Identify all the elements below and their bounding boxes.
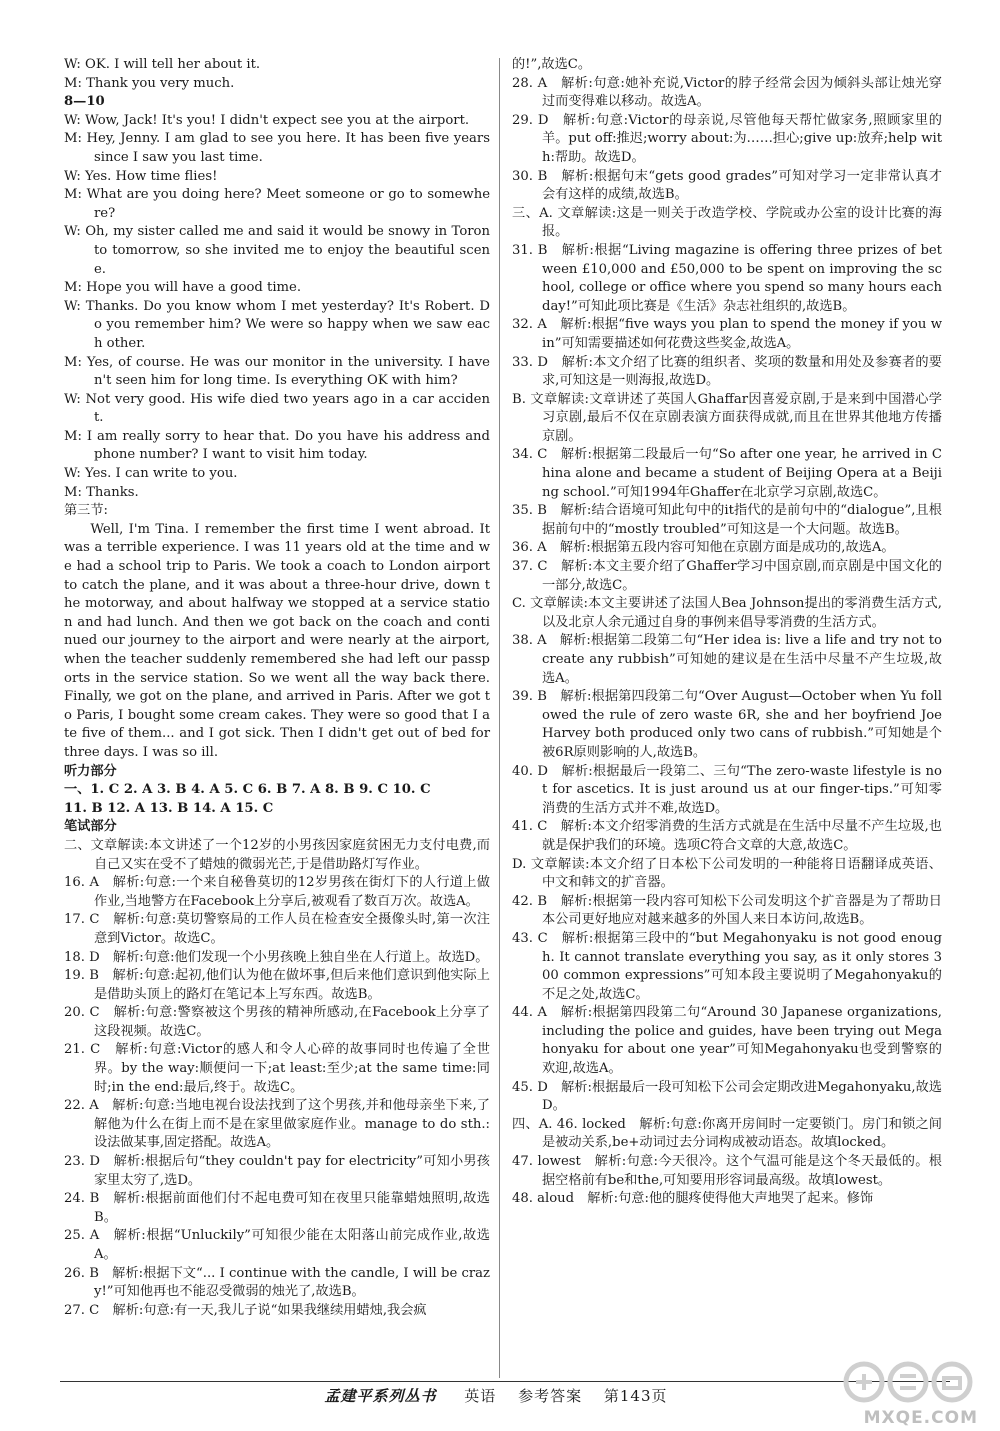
left-paragraph: 17. C 解析:句意:莫切警察局的工作人员在检查安全摄像头时,第一次注意到Victor。故选C。 xyxy=(64,912,490,946)
right-paragraph: B. 文章解读:文章讲述了英国人Ghaffar因喜爱京剧,于是来到中国潜心学习京剧,最后不仅在京剧表演方面获得成就,而且在世界其他地方传播京剧。 xyxy=(512,391,942,444)
left-paragraph: 27. C 解析:句意:有一天,我儿子说“如果我继续用蜡烛,我会疯 xyxy=(64,1302,427,1318)
right-paragraph: 36. A 解析:根据第五段内容可知他在京剧方面是成功的,故选A。 xyxy=(512,540,895,556)
right-paragraph: 48. aloud 解析:句意:他的腿疼使得他大声地哭了起来。修饰 xyxy=(512,1191,874,1207)
left-paragraph: 22. A 解析:句意:当地电视台设法找到了这个男孩,并和他母亲坐下来,了解他为什么在街上而不是在家里做家庭作业。manage to do sth.:设法做某事,固定搭配。故选A。 xyxy=(64,1098,490,1151)
series-name: 孟建平系列丛书 xyxy=(324,1387,437,1405)
right-paragraph: 45. D 解析:根据最后一段可知松下公司会定期改进Megahonyaku,故选D。 xyxy=(512,1079,942,1114)
left-paragraph: M: What are you doing here? Meet someone or go to somewhere? xyxy=(64,187,490,221)
right-paragraph: 39. B 解析:根据第四段第二句“Over August—October when Yu followed the rule of zero waste 6R, she and her boyfriend Joe Harvey both produced only two cans of rubbish.”可知她是个被6R原则影响的人,故选B。 xyxy=(512,689,942,760)
left-paragraph: 第三节: xyxy=(64,503,109,519)
right-column xyxy=(512,56,942,1209)
left-paragraph: M: I am really sorry to hear that. Do you have his address and phone number? I want to visit him today. xyxy=(64,428,490,463)
right-paragraph: 30. B 解析:根据句末“gets good grades”可知对学习一定非常认真才会有这样的成绩,故选B。 xyxy=(512,168,942,203)
left-paragraph: W: Wow, Jack! It's you! I didn't expect see you at the airport. xyxy=(64,112,470,128)
right-paragraph: 47. lowest 解析:句意:今天很冷。这个气温可能是这个冬天最低的。根据空格前有be和the,可知要用形容词最高级。故填lowest。 xyxy=(512,1154,942,1188)
right-paragraph: 34. C 解析:根据第二段最后一句“So after one year, he arrived in China alone and became a student of Beijing Opera at a Beijing school.”可知1994年Ghaffer在北京学习京剧,故选C。 xyxy=(512,447,942,500)
left-paragraph: 24. B 解析:根据前面他们付不起电费可知在夜里只能靠蜡烛照明,故选B。 xyxy=(64,1191,490,1225)
left-paragraph: M: Thank you very much. xyxy=(64,75,235,91)
left-paragraph: W: Oh, my sister called me and said it would be snowy in Toronto tomorrow, so she invited me to enjoy the beautiful scene. xyxy=(64,224,490,277)
left-paragraph: W: Not very good. His wife died two years ago in a car accident. xyxy=(64,391,490,426)
right-paragraph: 41. C 解析:本文介绍零消费的生活方式就是在生活中尽量不产生垃圾,也就是保护我们的环境。选项C符合文章的大意,故选C。 xyxy=(512,819,942,853)
left-paragraph: M: Yes, of course. He was our monitor in the university. I haven't seen him for long time. Is everything OK with him? xyxy=(64,354,490,389)
right-paragraph: C. 文章解读:本文主要讲述了法国人Bea Johnson提出的零消费生活方式,以及北京人余元通过自身的事例来倡导零消费的生活方式。 xyxy=(512,596,942,630)
left-paragraph: M: Hope you will have a good time. xyxy=(64,280,302,296)
left-column xyxy=(64,56,490,1320)
right-paragraph: 37. C 解析:本文主要介绍了Ghaffer学习中国京剧,而京剧是中国文化的一部分,故选C。 xyxy=(512,559,942,593)
right-paragraph: 44. A 解析:根据第四段第二句“Around 30 Japanese organizations, including the police and guides, have been trying out Megahonyaku for about one year”可知Megahonyaku也受到警察的欢迎,故选A。 xyxy=(512,1005,942,1077)
left-paragraph: 20. C 解析:句意:警察被这个男孩的精神所感动,在Facebook上分享了这段视频。故选C。 xyxy=(64,1005,490,1039)
right-paragraph: 29. D 解析:句意:Victor的母亲说,尽管他每天帮忙做家务,照顾家里的羊。put off:推迟;worry about:为……担心;give up:放弃;help with:帮助。故选D。 xyxy=(512,112,942,165)
right-paragraph: 四、A. 46. locked 解析:句意:你离开房间时一定要锁门。房门和锁之间是被动关系,be+动词过去分词构成被动语态。故填locked。 xyxy=(512,1116,942,1151)
left-paragraph: M: Hey, Jenny. I am glad to see you here. It has been five years since I saw you last time. xyxy=(64,131,490,165)
left-paragraph: 21. C 解析:句意:Victor的感人和令人心碎的故事同时也传遍了全世界。by the way:顺便问一下;at least:至少;at the same time:同时;in the end:最后,终于。故选C。 xyxy=(64,1042,490,1095)
right-paragraph: D. 文章解读:本文介绍了日本松下公司发明的一种能将日语翻译成英语、中文和韩文的扩音器。 xyxy=(512,856,942,891)
left-paragraph: W: OK. I will tell her about it. xyxy=(64,57,261,72)
left-paragraph: Well, I'm Tina. I remember the first time I went abroad. It was a terrible experience. I was 11 years old at the time and we had a school trip to Paris. We took a coach to London airport to catch the plane, and it was about a three-hour drive, down the motorway, and about halfway we stopped at a service station and had lunch. And then we got back on the coach and continued our journey to the airport and were nearly at the airport, when the teacher suddenly remembered she had left our passports in the service station. So we went all the way back there. Finally, we got on the plane, and arrived in Paris. After we got to Paris, I bought some cream cakes. They were so good that I ate five of them... and I got sick. Then I didn't get out of bed for three days. I was so ill. xyxy=(64,521,490,760)
left-paragraph: W: Yes. How time flies! xyxy=(64,168,218,184)
left-paragraph: 16. A 解析:句意:一个来自秘鲁莫切的12岁男孩在街灯下的人行道上做作业,当地警方在Facebook上分享后,被观看了数百万次。故选A。 xyxy=(64,875,490,909)
left-paragraph: 18. D 解析:句意:他们发现一个小男孩晚上独自坐在人行道上。故选D。 xyxy=(64,949,489,965)
right-paragraph: 31. B 解析:根据“Living magazine is offering three prizes of between £10,000 and £50,000 to be spent on improving the school, college or office where you spend so many hours each day!”可知此项比赛是《生活》杂志社组织的,故选B。 xyxy=(512,242,942,314)
subject: 英语 xyxy=(464,1387,497,1405)
page-number: 第143页 xyxy=(603,1387,668,1405)
right-paragraph: 三、A. 文章解读:这是一则关于改造学校、学院或办公室的设计比赛的海报。 xyxy=(512,205,942,240)
left-paragraph: W: Thanks. Do you know whom I met yesterday? It's Robert. Do you remember him? We were so happy when we saw each other. xyxy=(64,298,490,351)
right-paragraph: 28. A 解析:句意:她补充说,Victor的脖子经常会因为倾斜头部让烛光穿过而变得难以移动。故选A。 xyxy=(512,75,942,110)
watermark-text: MXQE.COM xyxy=(863,1408,978,1428)
left-paragraph: 26. B 解析:根据下文“... I continue with the candle, I will be crazy!”可知他再也不能忍受微弱的烛光了,故选B。 xyxy=(64,1265,490,1300)
right-paragraph: 40. D 解析:根据最后一段第二、三句“The zero-waste lifestyle is not for ascetics. It is just around us at our finger-tips.”可知零消费的生活方式并不难,故选D。 xyxy=(512,763,942,816)
right-paragraph: 的!”,故选C。 xyxy=(512,57,592,72)
left-paragraph: 8—10 xyxy=(64,94,105,110)
right-paragraph: 43. C 解析:根据第三段中的“but Megahonyaku is not good enough. It cannot translate everything you say, as it only stores 300 common expressions”可知本段主要说明了Megahonyaku的不足之处,故选C。 xyxy=(512,930,942,1002)
right-paragraph: 32. A 解析:根据“five ways you plan to spend the money if you win”可知需要描述如何花费这些奖金,故选A。 xyxy=(512,317,942,351)
left-paragraph: 25. A 解析:根据“Unluckily”可知很少能在太阳落山前完成作业,故选A。 xyxy=(64,1228,490,1262)
footer-rule xyxy=(60,1381,950,1382)
left-paragraph: 11. B 12. A 13. B 14. A 15. C xyxy=(64,800,274,816)
right-paragraph: 42. B 解析:根据第一段内容可知松下公司发明这个扩音器是为了帮助日本公司更好地应对越来越多的外国人来日本访问,故选B。 xyxy=(512,893,942,928)
left-paragraph: 19. B 解析:句意:起初,他们认为他在做坏事,但后来他们意识到他实际上是借助头顶上的路灯在笔记本上写东西。故选B。 xyxy=(64,968,490,1002)
left-paragraph: M: Thanks. xyxy=(64,484,139,500)
left-paragraph: W: Yes. I can write to you. xyxy=(64,466,238,482)
left-paragraph: 笔试部分 xyxy=(64,819,117,835)
left-paragraph: 二、文章解读:本文讲述了一个12岁的小男孩因家庭贫困无力支付电费,而自己又实在受不了蜡烛的微弱光芒,于是借助路灯写作业。 xyxy=(64,837,490,872)
column-divider xyxy=(499,58,500,1378)
right-paragraph: 33. D 解析:本文介绍了比赛的组织者、奖项的数量和用处及参赛者的要求,可知这是一则海报,故选D。 xyxy=(512,354,942,389)
left-paragraph: 23. D 解析:根据后句“they couldn't pay for electricity”可知小男孩家里太穷了,选D。 xyxy=(64,1154,490,1188)
right-paragraph: 35. B 解析:结合语境可知此句中的it指代的是前句中的“dialogue”,且根据前句中的“mostly troubled”可知这是一个大问题。故选B。 xyxy=(512,503,942,537)
section-label: 参考答案 xyxy=(518,1387,583,1405)
left-paragraph: 一、1. C 2. A 3. B 4. A 5. C 6. B 7. A 8. B 9. C 10. C xyxy=(64,782,431,798)
right-paragraph: 38. A 解析:根据第二段第二句“Her idea is: live a life and try not to create any rubbish”可知她的建议是在生活中尽量不产生垃圾,故选A。 xyxy=(512,633,942,686)
left-paragraph: 听力部分 xyxy=(64,763,117,779)
